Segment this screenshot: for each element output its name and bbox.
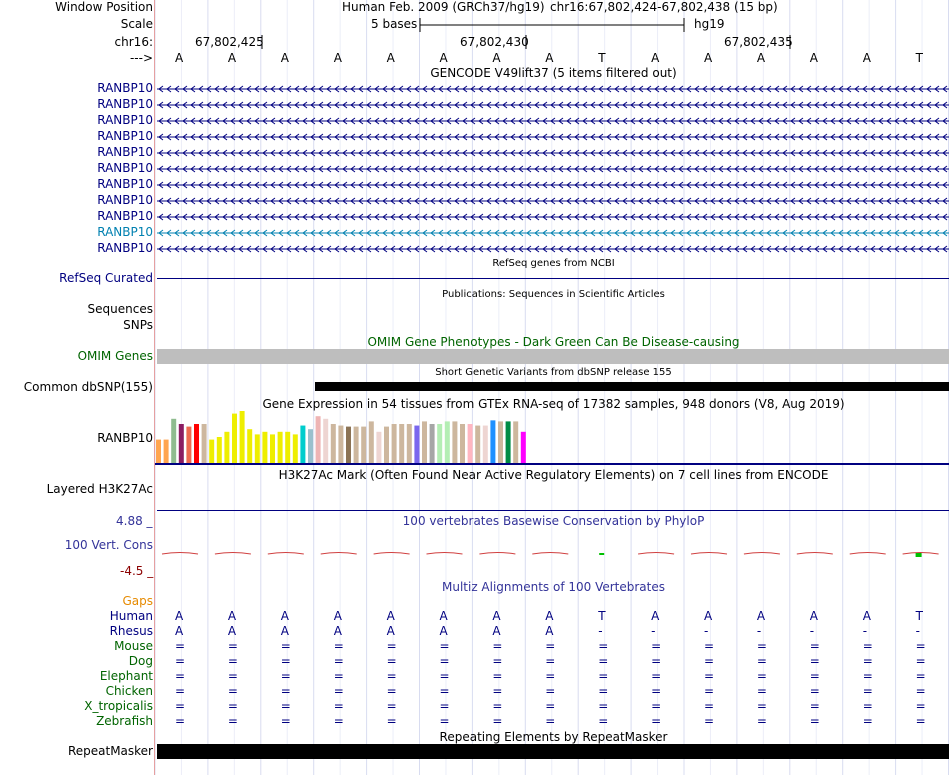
gencode-title: GENCODE V49lift37 (5 items filtered out) xyxy=(430,66,677,80)
multiz-base: = xyxy=(862,714,873,728)
multiz-base: = xyxy=(809,684,820,698)
multiz-base: = xyxy=(545,654,556,668)
multiz-base: = xyxy=(227,669,238,683)
multiz-base: A xyxy=(333,609,342,623)
gencode-transcript-line[interactable] xyxy=(155,193,950,208)
multiz-base: = xyxy=(175,669,186,683)
multiz-base: = xyxy=(545,714,556,728)
dbsnp-label[interactable]: Common dbSNP(155) xyxy=(23,380,153,394)
multiz-base: A xyxy=(386,609,395,623)
omim-feature-bar[interactable] xyxy=(157,349,949,364)
multiz-base: = xyxy=(227,714,238,728)
multiz-base: = xyxy=(333,669,344,683)
multiz-base: = xyxy=(545,699,556,713)
multiz-base: A xyxy=(439,609,448,623)
gtex-tissue-bar xyxy=(376,432,381,463)
gtex-tissue-bar xyxy=(437,424,442,463)
multiz-base: = xyxy=(598,639,609,653)
chrom-label: chr16: xyxy=(114,35,153,49)
multiz-base: - xyxy=(862,624,868,638)
multiz-base: = xyxy=(280,639,291,653)
phylop-title: 100 vertebrates Basewise Conservation by PhyloP xyxy=(402,514,705,528)
gtex-tissue-bar xyxy=(490,420,495,463)
publications-label[interactable]: Sequences xyxy=(87,302,153,316)
gtex-tissue-bar xyxy=(369,421,374,463)
coord-label-2: 67,802,430 xyxy=(460,35,529,49)
multiz-base: = xyxy=(809,654,820,668)
repeatmasker-feature-bar[interactable] xyxy=(157,744,949,759)
position-text: chr16:67,802,424-67,802,438 (15 bp) xyxy=(550,0,778,14)
multiz-base: = xyxy=(386,654,397,668)
multiz-base: = xyxy=(439,669,450,683)
gencode-transcript-label[interactable]: RANBP10 xyxy=(97,193,153,207)
gtex-tissue-bar xyxy=(171,419,176,463)
multiz-base: = xyxy=(280,699,291,713)
multiz-base: = xyxy=(439,714,450,728)
multiz-base: = xyxy=(915,699,926,713)
gtex-label[interactable]: RANBP10 xyxy=(97,431,153,445)
publications-title: Publications: Sequences in Scientific Articles xyxy=(442,289,665,300)
phylop-max-label: 4.88 _ xyxy=(116,514,153,528)
base-letter: A xyxy=(227,51,237,65)
multiz-base: = xyxy=(756,654,767,668)
multiz-species-label[interactable]: Elephant xyxy=(99,669,153,683)
phylop-negative-mark xyxy=(850,553,886,555)
multiz-base: = xyxy=(651,714,662,728)
multiz-base: = xyxy=(862,684,873,698)
gtex-tissue-bar xyxy=(232,414,237,463)
multiz-base: = xyxy=(545,669,556,683)
coord-label-1: 67,802,425 xyxy=(195,35,264,49)
multiz-base: = xyxy=(598,669,609,683)
gencode-transcript-label[interactable]: RANBP10 xyxy=(97,81,153,95)
multiz-base: - xyxy=(809,624,815,638)
multiz-base: = xyxy=(651,669,662,683)
multiz-base: = xyxy=(598,699,609,713)
gtex-tissue-bar xyxy=(316,416,321,463)
multiz-base: = xyxy=(333,699,344,713)
multiz-base: = xyxy=(492,684,503,698)
gencode-transcript-label[interactable]: RANBP10 xyxy=(97,145,153,159)
multiz-base: = xyxy=(386,699,397,713)
multiz-base: = xyxy=(492,714,503,728)
multiz-base: = xyxy=(333,654,344,668)
multiz-base: = xyxy=(280,684,291,698)
multiz-base: = xyxy=(386,684,397,698)
phylop-negative-mark xyxy=(268,553,304,555)
multiz-base: A xyxy=(545,609,554,623)
gencode-transcript-line[interactable] xyxy=(155,225,950,240)
multiz-base: = xyxy=(651,684,662,698)
multiz-base: = xyxy=(227,699,238,713)
multiz-base: - xyxy=(651,624,656,638)
base-letter: A xyxy=(704,51,713,65)
multiz-base: A xyxy=(704,609,713,623)
scale-bar xyxy=(418,17,688,33)
gtex-title: Gene Expression in 54 tissues from GTEx RNA-seq of 17382 samples, 948 donors (V8, Aug 2019) xyxy=(262,397,845,411)
multiz-base: A xyxy=(492,624,501,638)
multiz-base: = xyxy=(809,714,820,728)
phylop-negative-mark xyxy=(797,553,833,555)
multiz-base: = xyxy=(175,654,186,668)
multiz-base: = xyxy=(915,639,926,653)
coord-label-3: 67,802,435 xyxy=(724,35,793,49)
phylop-negative-mark xyxy=(691,553,727,555)
gtex-tissue-bar xyxy=(331,424,336,463)
gencode-transcript-label[interactable]: RANBP10 xyxy=(97,241,153,255)
gtex-tissue-bar xyxy=(255,434,260,463)
gencode-transcript-line[interactable] xyxy=(155,97,950,112)
h3k27ac-baseline xyxy=(157,510,949,511)
base-letter: A xyxy=(386,51,395,65)
base-letter: A xyxy=(545,51,554,65)
base-letter: A xyxy=(651,51,660,65)
gtex-tissue-bar xyxy=(262,432,267,463)
multiz-base: A xyxy=(227,624,237,638)
gtex-tissue-bar xyxy=(338,426,343,463)
scale-label: Scale xyxy=(120,17,153,31)
multiz-base: = xyxy=(280,654,291,668)
gencode-transcript-line[interactable] xyxy=(155,81,950,96)
gtex-tissue-bar xyxy=(209,440,214,463)
base-letter: A xyxy=(439,51,448,65)
multiz-base: = xyxy=(545,684,556,698)
multiz-base: = xyxy=(756,639,767,653)
multiz-base: A xyxy=(651,609,660,623)
gtex-tissue-bar xyxy=(498,421,503,463)
multiz-base: = xyxy=(598,654,609,668)
gencode-transcript-label[interactable]: RANBP10 xyxy=(97,97,153,111)
gtex-tissue-bar xyxy=(217,437,222,463)
multiz-base: = xyxy=(439,684,450,698)
multiz-species-label[interactable]: Mouse xyxy=(114,639,153,653)
omim-title: OMIM Gene Phenotypes - Dark Green Can Be Disease-causing xyxy=(367,335,740,349)
multiz-base: = xyxy=(333,684,344,698)
gtex-tissue-bar xyxy=(430,424,435,463)
phylop-min-label: -4.5 _ xyxy=(120,564,154,578)
multiz-base: = xyxy=(175,639,186,653)
multiz-base: T xyxy=(598,609,606,623)
multiz-species-label[interactable]: Dog xyxy=(128,654,153,668)
gencode-transcript-label[interactable]: RANBP10 xyxy=(97,113,153,127)
gtex-tissue-bar xyxy=(164,440,169,463)
gtex-tissue-bar xyxy=(346,427,351,463)
multiz-base: = xyxy=(756,714,767,728)
multiz-base: A xyxy=(175,609,184,623)
multiz-base: - xyxy=(915,624,920,638)
gencode-transcript-label[interactable]: RANBP10 xyxy=(97,161,153,175)
gtex-tissue-bar xyxy=(513,421,518,463)
base-letter: A xyxy=(862,51,871,65)
h3k27ac-label[interactable]: Layered H3K27Ac xyxy=(46,482,153,496)
multiz-species-label[interactable]: Human xyxy=(109,609,153,623)
gtex-tissue-bar xyxy=(460,424,465,463)
multiz-base: A xyxy=(175,624,184,638)
phylop-negative-mark xyxy=(321,553,357,555)
multiz-base: - xyxy=(756,624,762,638)
multiz-species-label[interactable]: Chicken xyxy=(105,684,153,698)
gtex-tissue-bar xyxy=(293,434,298,463)
gtex-gene-line xyxy=(155,463,949,465)
gtex-tissue-bar xyxy=(506,421,511,463)
refseq-label[interactable]: RefSeq Curated xyxy=(59,271,153,285)
gtex-tissue-bar xyxy=(354,427,359,463)
gtex-tissue-bar xyxy=(285,432,290,463)
multiz-base: = xyxy=(386,639,397,653)
dbsnp-title: Short Genetic Variants from dbSNP release 155 xyxy=(435,367,672,378)
gtex-tissue-bar xyxy=(392,424,397,463)
base-letter: T xyxy=(598,51,606,65)
multiz-base: = xyxy=(386,714,397,728)
multiz-base: A xyxy=(492,609,501,623)
multiz-base: = xyxy=(545,639,556,653)
base-letter: T xyxy=(915,51,923,65)
multiz-base: = xyxy=(439,639,450,653)
multiz-base: = xyxy=(175,699,186,713)
multiz-base: = xyxy=(492,699,503,713)
phylop-plot xyxy=(155,540,950,570)
multiz-base: = xyxy=(915,684,926,698)
publications-snps-label[interactable]: SNPs xyxy=(123,318,153,332)
multiz-base: = xyxy=(704,714,715,728)
phylop-negative-mark xyxy=(427,553,463,555)
base-letter: A xyxy=(333,51,342,65)
multiz-base: = xyxy=(280,669,291,683)
multiz-base: A xyxy=(756,609,766,623)
multiz-base: = xyxy=(704,654,715,668)
scale-db: hg19 xyxy=(694,17,725,31)
phylop-positive-mark xyxy=(599,553,604,555)
phylop-positive-mark xyxy=(916,553,922,557)
scale-text: 5 bases xyxy=(371,17,418,31)
multiz-base: = xyxy=(756,669,767,683)
phylop-negative-mark xyxy=(374,553,410,555)
multiz-base: A xyxy=(545,624,554,638)
multiz-base: = xyxy=(915,714,926,728)
multiz-gaps-label: Gaps xyxy=(122,594,153,608)
multiz-base: = xyxy=(704,669,715,683)
multiz-base: A xyxy=(386,624,395,638)
gencode-transcript-line[interactable] xyxy=(155,161,950,176)
base-letter: A xyxy=(280,51,290,65)
gtex-tissue-bar xyxy=(186,427,191,463)
phylop-negative-mark xyxy=(744,553,780,555)
multiz-base: = xyxy=(492,654,503,668)
window-position-label: Window Position xyxy=(55,0,153,14)
gencode-transcript-label[interactable]: RANBP10 xyxy=(97,225,153,239)
gtex-tissue-bar xyxy=(521,432,526,463)
multiz-base: A xyxy=(439,624,448,638)
multiz-species-label[interactable]: X_tropicalis xyxy=(84,699,153,713)
omim-label[interactable]: OMIM Genes xyxy=(77,349,153,363)
phylop-negative-mark xyxy=(532,553,568,555)
gencode-transcript-label[interactable]: RANBP10 xyxy=(97,129,153,143)
multiz-base: T xyxy=(915,609,923,623)
gtex-bar-chart[interactable] xyxy=(155,410,555,465)
multiz-base: A xyxy=(280,609,290,623)
gencode-transcript-line[interactable] xyxy=(155,209,950,224)
gencode-transcript-line[interactable] xyxy=(155,177,950,192)
multiz-base: = xyxy=(809,639,820,653)
multiz-base: = xyxy=(862,639,873,653)
base-letter: A xyxy=(809,51,819,65)
multiz-base: = xyxy=(704,699,715,713)
multiz-base: = xyxy=(651,639,662,653)
multiz-base: = xyxy=(227,654,238,668)
multiz-base: A xyxy=(862,609,871,623)
multiz-base: = xyxy=(280,714,291,728)
multiz-base: = xyxy=(439,654,450,668)
multiz-base: = xyxy=(756,699,767,713)
gtex-tissue-bar xyxy=(361,427,366,463)
gtex-tissue-bar xyxy=(475,426,480,463)
multiz-base: = xyxy=(227,639,238,653)
multiz-species-label[interactable]: Rhesus xyxy=(109,624,153,638)
dbsnp-feature-bar[interactable] xyxy=(315,382,949,391)
multiz-base: = xyxy=(862,669,873,683)
multiz-base: = xyxy=(862,654,873,668)
multiz-base: A xyxy=(333,624,342,638)
multiz-base: = xyxy=(386,669,397,683)
gtex-tissue-bar xyxy=(156,440,161,463)
phylop-label[interactable]: 100 Vert. Cons xyxy=(64,538,153,552)
repeatmasker-title: Repeating Elements by RepeatMasker xyxy=(439,730,668,744)
multiz-base: - xyxy=(704,624,709,638)
gencode-transcript-line[interactable] xyxy=(155,113,950,128)
gtex-tissue-bar xyxy=(323,419,328,463)
gtex-tissue-bar xyxy=(468,424,473,463)
gencode-transcript-line[interactable] xyxy=(155,145,950,160)
base-letter: A xyxy=(175,51,184,65)
multiz-title: Multiz Alignments of 100 Vertebrates xyxy=(441,580,666,594)
multiz-base: = xyxy=(175,684,186,698)
assembly-text: Human Feb. 2009 (GRCh37/hg19) xyxy=(342,0,545,14)
multiz-base: = xyxy=(227,684,238,698)
gtex-tissue-bar xyxy=(240,411,245,463)
refseq-title: RefSeq genes from NCBI xyxy=(492,258,615,269)
phylop-negative-mark xyxy=(162,553,198,555)
gtex-tissue-bar xyxy=(247,429,252,463)
gtex-tissue-bar xyxy=(414,426,419,463)
gencode-transcript-line[interactable] xyxy=(155,241,950,256)
gtex-tissue-bar xyxy=(384,427,389,463)
gtex-tissue-bar xyxy=(399,424,404,463)
multiz-species-label[interactable]: Zebrafish xyxy=(96,714,153,728)
multiz-base: = xyxy=(809,699,820,713)
phylop-negative-mark xyxy=(638,553,674,555)
gtex-tissue-bar xyxy=(202,424,207,463)
multiz-base: = xyxy=(862,699,873,713)
base-letter: A xyxy=(756,51,766,65)
gtex-tissue-bar xyxy=(278,432,283,463)
gencode-transcript-label[interactable]: RANBP10 xyxy=(97,177,153,191)
multiz-base: = xyxy=(175,714,186,728)
gtex-tissue-bar xyxy=(452,421,457,463)
multiz-base: = xyxy=(492,669,503,683)
base-letter: A xyxy=(492,51,501,65)
gtex-tissue-bar xyxy=(179,424,184,463)
multiz-base: A xyxy=(227,609,237,623)
track-frame-left xyxy=(154,0,155,775)
phylop-negative-mark xyxy=(215,553,251,555)
multiz-base: = xyxy=(598,714,609,728)
multiz-base: = xyxy=(492,639,503,653)
multiz-base: = xyxy=(651,699,662,713)
multiz-base: = xyxy=(915,669,926,683)
gencode-transcript-label[interactable]: RANBP10 xyxy=(97,209,153,223)
multiz-base: = xyxy=(756,684,767,698)
multiz-base: A xyxy=(280,624,290,638)
gtex-tissue-bar xyxy=(224,432,229,463)
phylop-negative-mark xyxy=(479,553,515,555)
gtex-tissue-bar xyxy=(270,434,275,463)
strand-label: ---> xyxy=(129,51,153,65)
multiz-base: - xyxy=(598,624,603,638)
multiz-base: = xyxy=(704,684,715,698)
multiz-base: = xyxy=(704,639,715,653)
multiz-base: = xyxy=(333,714,344,728)
gtex-tissue-bar xyxy=(194,424,199,463)
multiz-base: = xyxy=(915,654,926,668)
multiz-base: = xyxy=(439,699,450,713)
multiz-base: = xyxy=(651,654,662,668)
h3k27ac-title: H3K27Ac Mark (Often Found Near Active Regulatory Elements) on 7 cell lines from ENCODE xyxy=(278,468,829,482)
gtex-tissue-bar xyxy=(445,421,450,463)
multiz-base: A xyxy=(809,609,819,623)
repeatmasker-label[interactable]: RepeatMasker xyxy=(67,744,153,758)
gtex-tissue-bar xyxy=(483,426,488,463)
gencode-transcript-line[interactable] xyxy=(155,129,950,144)
gtex-tissue-bar xyxy=(308,429,313,463)
refseq-line xyxy=(157,278,949,279)
multiz-base: = xyxy=(598,684,609,698)
multiz-base: = xyxy=(333,639,344,653)
gtex-tissue-bar xyxy=(422,421,427,463)
gtex-tissue-bar xyxy=(407,424,412,463)
gtex-tissue-bar xyxy=(300,426,305,463)
multiz-base: = xyxy=(809,669,820,683)
coord-ticks xyxy=(0,35,950,50)
